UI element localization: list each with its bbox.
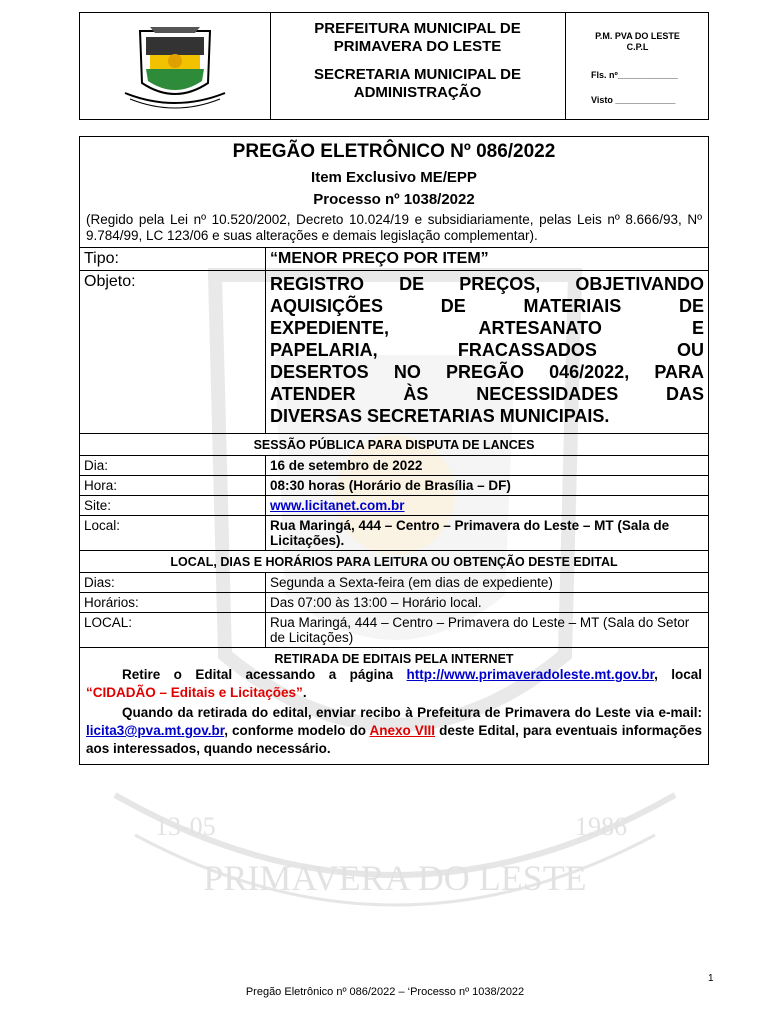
edital-summary-box [79,136,709,765]
objeto-line: EXPEDIENTE, ARTESANATO E [270,318,704,338]
retirada-text: deste Edital, para eventuais informações aos interessados, quando necessário. [86,723,702,756]
local-row [80,516,708,551]
tipo-label: Tipo: [80,248,266,270]
leitura-heading: LOCAL, DIAS E HORÁRIOS PARA LEITURA OU OBTENÇÃO DESTE EDITAL [80,551,708,573]
header-line-3: SECRETARIA MUNICIPAL DE [314,66,521,83]
horarios-row [80,593,708,613]
horarios-label: Horários: [80,593,266,612]
stamp-line-1: P.M. PVA DO LESTE [595,31,680,41]
header-line-1: PREFEITURA MUNICIPAL DE [314,20,521,37]
objeto-line: ATENDER ÀS NECESSIDADES DAS [270,384,704,404]
retirada-paragraph-2 [80,704,708,758]
site-link[interactable]: www.licitanet.com.br [270,498,405,513]
site-label: Site: [80,496,266,515]
dia-value: 16 de setembro de 2022 [270,458,423,473]
hora-label: Hora: [80,476,266,495]
retirada-text: , conforme modelo do [224,723,370,738]
objeto-line: DESERTOS NO PREGÃO 046/2022, PARA [270,362,704,382]
watermark-date-left: 13-05 [155,812,216,841]
title-block [80,141,708,209]
item-exclusivo: Item Exclusivo ME/EPP [311,169,477,186]
tipo-value: “MENOR PREÇO POR ITEM” [270,250,489,267]
stamp-line-2: C.P.L [626,42,649,52]
dia-label: Dia: [80,456,266,475]
page-number: 1 [708,973,714,984]
email-link[interactable]: licita3@pva.mt.gov.br [86,723,225,738]
dias-value: Segunda a Sexta-feira (em dias de expediente) [270,575,553,590]
header-stamp-box [565,13,709,119]
retirada-text: . [302,685,307,700]
prefeitura-link[interactable]: http://www.primaveradoleste.mt.gov.br [406,667,655,682]
dias-label: Dias: [80,573,266,592]
dias-row [80,573,708,593]
objeto-value [266,271,708,433]
watermark-date-right: 1986 [575,812,627,841]
objeto-line: AQUISIÇÕES DE MATERIAIS DE [270,296,704,316]
local-leitura-row [80,613,708,648]
coat-of-arms-logo [80,13,271,119]
retirada-paragraph-1 [80,666,708,702]
legal-basis: (Regido pela Lei nº 10.520/2002, Decreto 10.024/19 e subsidiariamente, pelas Leis nº 8.666/93, Nº 9.784/99, LC 123/06 e suas alterações e demais legislação complementar). [80,209,708,248]
objeto-label: Objeto: [80,271,266,433]
site-row [80,496,708,516]
retirada-heading: RETIRADA DE EDITAIS PELA INTERNET [274,652,514,666]
local-leitura-value: Rua Maringá, 444 – Centro – Primavera do Leste – MT (Sala do Setor de Licitações) [270,615,690,645]
objeto-line: REGISTRO DE PREÇOS, OBJETIVANDO [270,274,704,294]
local-value: Rua Maringá, 444 – Centro – Primavera do Leste – MT (Sala de Licitações). [270,518,670,548]
hora-row [80,476,708,496]
anexo-viii-link[interactable]: Anexo VIII [369,723,436,738]
retirada-text: Quando da retirada do edital, enviar recibo à Prefeitura de Primavera do Leste via e-mail: [122,705,702,720]
tipo-row [80,248,708,271]
fls-field: Fls. nº____________ [591,70,678,80]
page-footer: Pregão Eletrônico nº 086/2022 – ‘Processo nº 1038/2022 [245,986,525,998]
retirada-section [80,648,708,764]
retirada-text: , local [654,667,703,682]
horarios-value: Das 07:00 às 13:00 – Horário local. [270,595,482,610]
pregao-title: PREGÃO ELETRÔNICO Nº 086/2022 [232,141,556,162]
header-line-2: PRIMAVERA DO LESTE [333,38,502,55]
sessao-heading: SESSÃO PÚBLICA PARA DISPUTA DE LANCES [80,434,708,456]
objeto-line: PAPELARIA, FRACASSADOS OU [270,340,704,360]
document-header [79,12,709,120]
local-label: Local: [80,516,266,550]
objeto-row [80,271,708,434]
header-title [270,13,565,119]
visto-field: Visto ____________ [591,95,676,105]
header-line-4: ADMINISTRAÇÃO [353,84,482,101]
processo-number: Processo nº 1038/2022 [313,191,475,208]
dia-row [80,456,708,476]
hora-value: 08:30 horas (Horário de Brasília – DF) [270,478,511,493]
local-leitura-label: LOCAL: [80,613,266,647]
retirada-text: Retire o Edital acessando a página [122,667,407,682]
watermark-text: PRIMAVERA DO LESTE [203,858,587,898]
objeto-line: DIVERSAS SECRETARIAS MUNICIPAIS. [270,406,610,426]
cidadao-highlight: “CIDADÃO – Editais e Licitações” [86,685,303,700]
